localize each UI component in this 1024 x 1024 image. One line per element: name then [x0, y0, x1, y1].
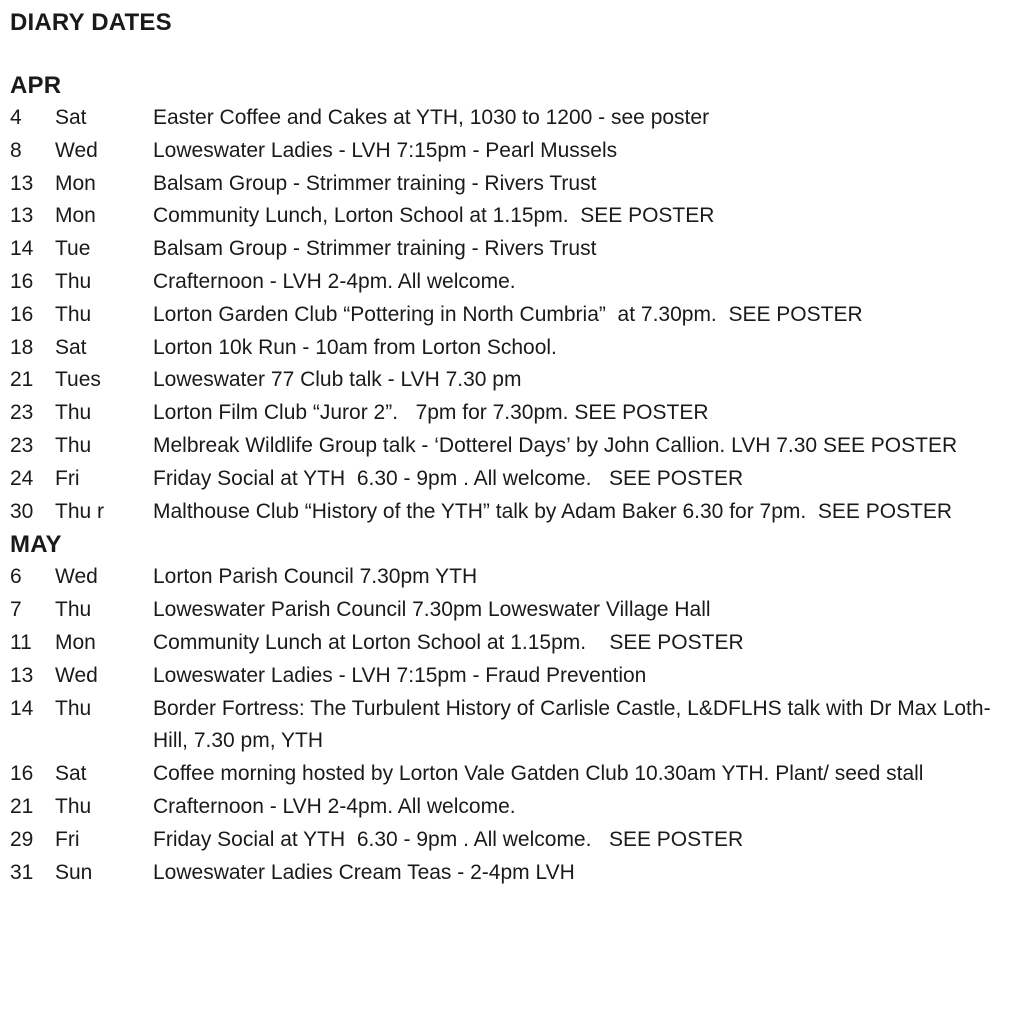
event-description: Balsam Group - Strimmer training - Rivers Trust [153, 171, 597, 195]
event-row [10, 266, 1012, 299]
event-row [10, 561, 1012, 594]
event-row [10, 496, 1012, 529]
event-weekday: Thu [55, 794, 92, 818]
event-weekday: Thu [55, 401, 92, 425]
event-weekday: Fri [55, 466, 80, 490]
event-day: 18 [10, 335, 34, 359]
event-row [10, 824, 1012, 857]
event-weekday: Sat [55, 335, 87, 359]
event-day: 21 [10, 794, 34, 818]
event-row [10, 660, 1012, 693]
event-day: 8 [10, 138, 22, 162]
event-day: 13 [10, 204, 34, 228]
event-weekday: Wed [55, 138, 98, 162]
event-day: 30 [10, 499, 34, 523]
event-row [10, 594, 1012, 627]
event-weekday: Sat [55, 106, 87, 129]
event-day: 16 [10, 762, 34, 786]
event-description: Community Lunch, Lorton School at 1.15pm. SEE POSTER [153, 204, 715, 228]
event-row [10, 299, 1012, 332]
event-description: Malthouse Club “History of the YTH” talk by Adam Baker 6.30 for 7pm. SEE POSTER [153, 499, 953, 523]
event-weekday: Fri [55, 827, 80, 851]
event-row [10, 857, 1012, 890]
event-day: 29 [10, 827, 34, 851]
event-weekday: Mon [55, 630, 96, 654]
event-row [10, 693, 1012, 759]
event-day: 14 [10, 237, 34, 261]
event-weekday: Thu [55, 433, 92, 457]
event-weekday: Tue [55, 237, 91, 261]
event-description: Balsam Group - Strimmer training - Rivers Trust [153, 237, 597, 261]
event-description: Easter Coffee and Cakes at YTH, 1030 to 1200 - see poster [153, 106, 710, 129]
month-section [10, 528, 1012, 889]
event-description: Border Fortress: The Turbulent History of Carlisle Castle, L&DFLHS talk with Dr Max Loth-Hill, 7.30 pm, YTH [153, 696, 991, 753]
event-description: Coffee morning hosted by Lorton Vale Gatden Club 10.30am YTH. Plant/ seed stall [153, 762, 924, 786]
event-description: Loweswater Ladies - LVH 7:15pm - Pearl Mussels [153, 138, 618, 162]
event-day: 7 [10, 598, 22, 622]
page-title: DIARY DATES [10, 9, 172, 36]
event-weekday: Sat [55, 762, 87, 786]
event-description: Crafternoon - LVH 2-4pm. All welcome. [153, 794, 516, 818]
event-row [10, 332, 1012, 365]
event-weekday: Mon [55, 171, 96, 195]
event-row [10, 200, 1012, 233]
event-row [10, 430, 1012, 463]
event-description: Lorton Parish Council 7.30pm YTH [153, 565, 478, 589]
event-description: Community Lunch at Lorton School at 1.15pm. SEE POSTER [153, 630, 744, 654]
event-day: 11 [10, 630, 32, 654]
event-description: Friday Social at YTH 6.30 - 9pm . All welcome. SEE POSTER [153, 466, 744, 490]
event-description: Loweswater Ladies Cream Teas - 2-4pm LVH [153, 860, 575, 884]
event-row [10, 627, 1012, 660]
event-row [10, 397, 1012, 430]
event-weekday: Thu [55, 598, 92, 622]
event-weekday: Wed [55, 565, 98, 589]
event-day: 6 [10, 565, 22, 589]
event-row [10, 102, 1012, 135]
event-day: 16 [10, 302, 34, 326]
event-day: 16 [10, 269, 34, 293]
event-day: 24 [10, 466, 34, 490]
event-row [10, 758, 1012, 791]
event-description: Loweswater 77 Club talk - LVH 7.30 pm [153, 368, 522, 392]
month-section [10, 69, 1012, 528]
month-heading: MAY [10, 531, 62, 559]
event-day: 23 [10, 433, 34, 457]
event-weekday: Wed [55, 663, 98, 687]
event-row [10, 135, 1012, 168]
event-description: Loweswater Parish Council 7.30pm Loweswater Village Hall [153, 598, 711, 622]
event-description: Loweswater Ladies - LVH 7:15pm - Fraud Prevention [153, 663, 647, 687]
event-row [10, 168, 1012, 201]
event-weekday: Thu [55, 696, 92, 720]
event-day: 4 [10, 106, 22, 129]
event-day: 13 [10, 171, 34, 195]
sections [10, 69, 1012, 889]
event-list [10, 102, 1012, 528]
event-weekday: Thu r [55, 499, 105, 523]
event-day: 14 [10, 696, 34, 720]
event-day: 23 [10, 401, 34, 425]
event-day: 31 [10, 860, 34, 884]
event-weekday: Tues [55, 368, 101, 392]
event-weekday: Sun [55, 860, 93, 884]
event-day: 13 [10, 663, 34, 687]
event-description: Melbreak Wildlife Group talk - ‘Dotterel Days’ by John Callion. LVH 7.30 SEE POSTER [153, 433, 958, 457]
month-heading: APR [10, 72, 62, 99]
event-list [10, 561, 1012, 889]
event-description: Crafternoon - LVH 2-4pm. All welcome. [153, 269, 516, 293]
event-description: Lorton Garden Club “Pottering in North Cumbria” at 7.30pm. SEE POSTER [153, 302, 863, 326]
event-day: 21 [10, 368, 34, 392]
event-row [10, 791, 1012, 824]
event-weekday: Thu [55, 269, 92, 293]
event-row [10, 364, 1012, 397]
event-row [10, 233, 1012, 266]
event-weekday: Mon [55, 204, 96, 228]
event-description: Lorton 10k Run - 10am from Lorton School. [153, 335, 557, 359]
event-description: Lorton Film Club “Juror 2”. 7pm for 7.30pm. SEE POSTER [153, 401, 709, 425]
event-weekday: Thu [55, 302, 92, 326]
event-row [10, 463, 1012, 496]
event-description: Friday Social at YTH 6.30 - 9pm . All welcome. SEE POSTER [153, 827, 744, 851]
